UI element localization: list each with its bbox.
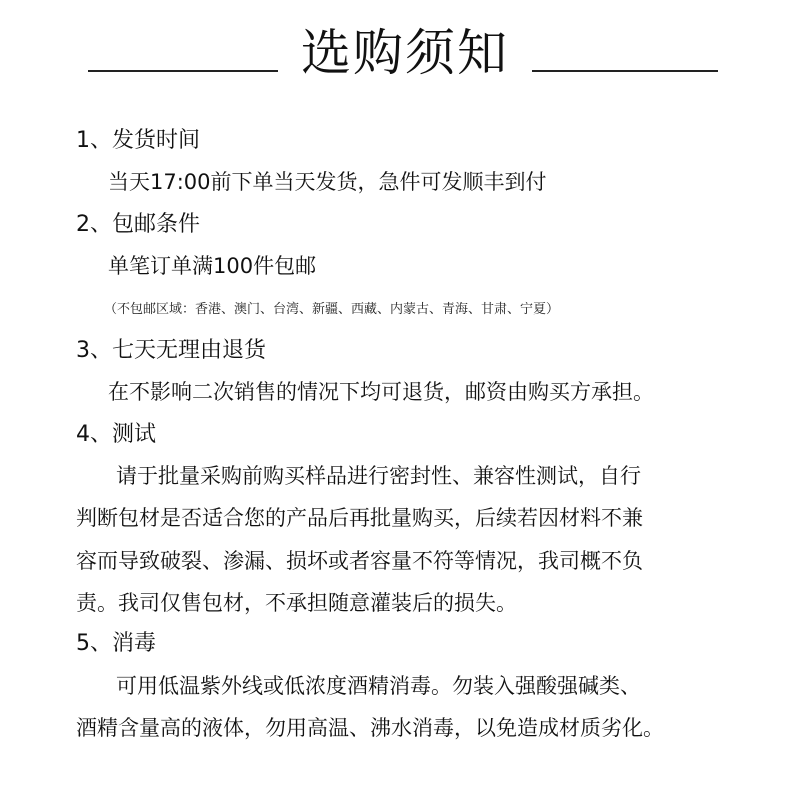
- section-4-line-4: 责。我司仅售包材，不承担随意灌装后的损失。: [76, 591, 517, 615]
- section-4-heading: 4、测试: [76, 422, 156, 447]
- section-1-heading: 1、发货时间: [76, 128, 200, 153]
- section-4-line-3: 容而导致破裂、渗漏、损坏或者容量不符等情况，我司概不负: [76, 549, 643, 573]
- title-row: [0, 18, 800, 88]
- section-3-text: 在不影响二次销售的情况下均可退货，邮资由购买方承担。: [108, 380, 654, 404]
- section-2-text: 单笔订单满100件包邮: [108, 254, 317, 278]
- section-5-line-1: 可用低温紫外线或低浓度酒精消毒。勿装入强酸强碱类、: [116, 674, 641, 698]
- section-2-note: （不包邮区域：香港、澳门、台湾、新疆、西藏、内蒙古、青海、甘肃、宁夏）: [104, 302, 560, 317]
- section-3-heading: 3、七天无理由退货: [76, 338, 266, 363]
- section-4-line-1: 请于批量采购前购买样品进行密封性、兼容性测试，自行: [116, 464, 641, 488]
- section-4-line-2: 判断包材是否适合您的产品后再批量购买，后续若因材料不兼: [76, 506, 643, 530]
- section-2-heading: 2、包邮条件: [76, 212, 200, 237]
- title-rule-right: [532, 70, 718, 72]
- page-title: 选购须知: [301, 24, 509, 82]
- title-rule-left: [88, 70, 278, 72]
- section-1-text: 当天17:00前下单当天发货，急件可发顺丰到付: [108, 170, 547, 194]
- section-5-line-2: 酒精含量高的液体，勿用高温、沸水消毒，以免造成材质劣化。: [76, 716, 664, 740]
- section-5-heading: 5、消毒: [76, 631, 156, 656]
